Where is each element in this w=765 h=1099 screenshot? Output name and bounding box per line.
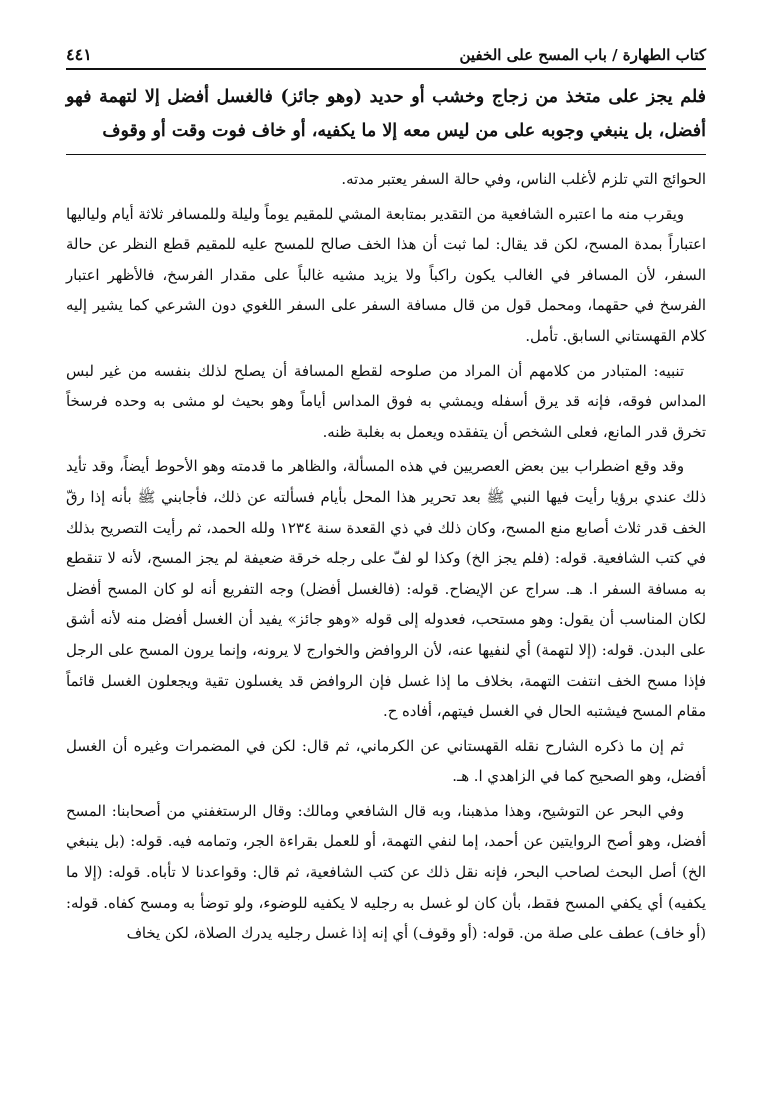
commentary-paragraph-3: تنبيه: المتبادر من كلامهم أن المراد من صلوحه لقطع المسافة أن يصلح لذلك بنفسه من غير لبس المداس فوقه، فإنه قد يرق أسفله ويمشي به فوق المداس أياماً وهو بحيث لو مشى به وحده فرسخاً تخرق قدر المانع، فعلى الشخص أن يتفقده ويعمل به بغلبة ظنه. (66, 362, 706, 441)
page-number: ٤٤١ (66, 45, 92, 64)
commentary-paragraph-1: الحوائج التي تلزم لأغلب الناس، وفي حالة السفر يعتبر مدته. (341, 171, 706, 188)
commentary (66, 165, 706, 950)
chapter-title: كتاب الطهارة / باب المسح على الخفين (459, 46, 706, 64)
main-text (66, 80, 706, 155)
commentary-paragraph-5: ثم إن ما ذكره الشارح نقله القهستاني عن الكرماني، ثم قال: لكن في المضمرات وغيره أن الغسل أفضل، وهو الصحيح كما في الزاهدي ا. هـ. (66, 737, 706, 786)
main-text-paragraph: فلم يجز على متخذ من زجاج وخشب أو حديد (وهو جائز) فالغسل أفضل إلا لتهمة فهو أفضل، بل ينبغي وجوبه على من ليس معه إلا ما يكفيه، أو خاف فوت وقت أو وقوف (66, 87, 706, 141)
commentary-paragraph-2: ويقرب منه ما اعتبره الشافعية من التقدير بمتابعة المشي للمقيم يوماً وليلة وللمسافر ثلاثة أيام ولياليها اعتباراً بمدة المسح، لكن قد يقال: لما ثبت أن هذا الخف صالح للمسح عليه للمقيم قطع النظر عن حالة السفر، لأن المسافر في الغالب يكون راكباً ولا يزيد مشيه غالباً على مقدار الفرسخ، فالأظهر اعتبار الفرسخ في حقهما، ومحمل قول من قال مسافة السفر على السفر اللغوي دون الشرعي كما يشير إليه كلام القهستاني السابق. تأمل. (66, 205, 706, 345)
commentary-paragraph-6: وفي البحر عن التوشيح، وهذا مذهبنا، وبه قال الشافعي ومالك: وقال الرستغفني من أصحابنا: المسح أفضل، وهو أصح الروايتين عن أحمد، إما لنفي التهمة، أو للعمل بقراءة الجر، وتمامه فيه. قوله: (بل ينبغي الخ) أصل البحث لصاحب البحر، فإنه نقل ذلك عن كتب الشافعية، ثم قال: وقواعدنا لا تأباه. قوله: (إلا ما يكفيه) أي يكفي المسح فقط، بأن كان لو غسل به رجليه لا يكفيه للوضوء، ولو توضأ به ومسح كفاه. قوله: (أو خاف) عطف على صلة من. قوله: (أو وقوف) أي إنه إذا غسل رجليه يدرك الصلاة، لكن يخاف (66, 802, 706, 943)
commentary-paragraph-4: وقد وقع اضطراب بين بعض العصريين في هذه المسألة، والظاهر ما قدمته وهو الأحوط أيضاً، وقد تأيد ذلك عندي برؤيا رأيت فيها النبي ﷺ بعد تحرير هذا المحل بأيام فسألته عن ذلك، فأجابني ﷺ بأنه إذا رقّ الخف قدر ثلاث أصابع منع المسح، وكان ذلك في ذي القعدة سنة ١٢٣٤ ولله الحمد، ثم رأيت التصريح بذلك في كتب الشافعية. قوله: (فلم يجز الخ) وكذا لو لفّ على رجله خرقة ضعيفة لم يجز المسح، لأنه لا تنقطع به مسافة السفر ا. هـ. سراج عن الإيضاح. قوله: (فالغسل أفضل) وجه التفريع أنه لو كان المسح أفضل لكان المناسب أن يقول: وهو مستحب، فعدوله إلى قوله «وهو جائز» يفيد أن الغسل أفضل منه لأنه أشق على البدن. قوله: (إلا لتهمة) أي لنفيها عنه، لأن الروافض والخوارج لا يرونه، وإنما يرون المسح على الرجل فإذا مسح الخف انتفت التهمة، بخلاف ما إذا غسل فإن الروافض قد يغسلون تقية ويجعلون الغسل قائماً مقام المسح فيشتبه الحال في الغسل فيتهم، أفاده ح. (66, 458, 706, 721)
book-page (66, 40, 706, 954)
running-header (66, 40, 706, 70)
